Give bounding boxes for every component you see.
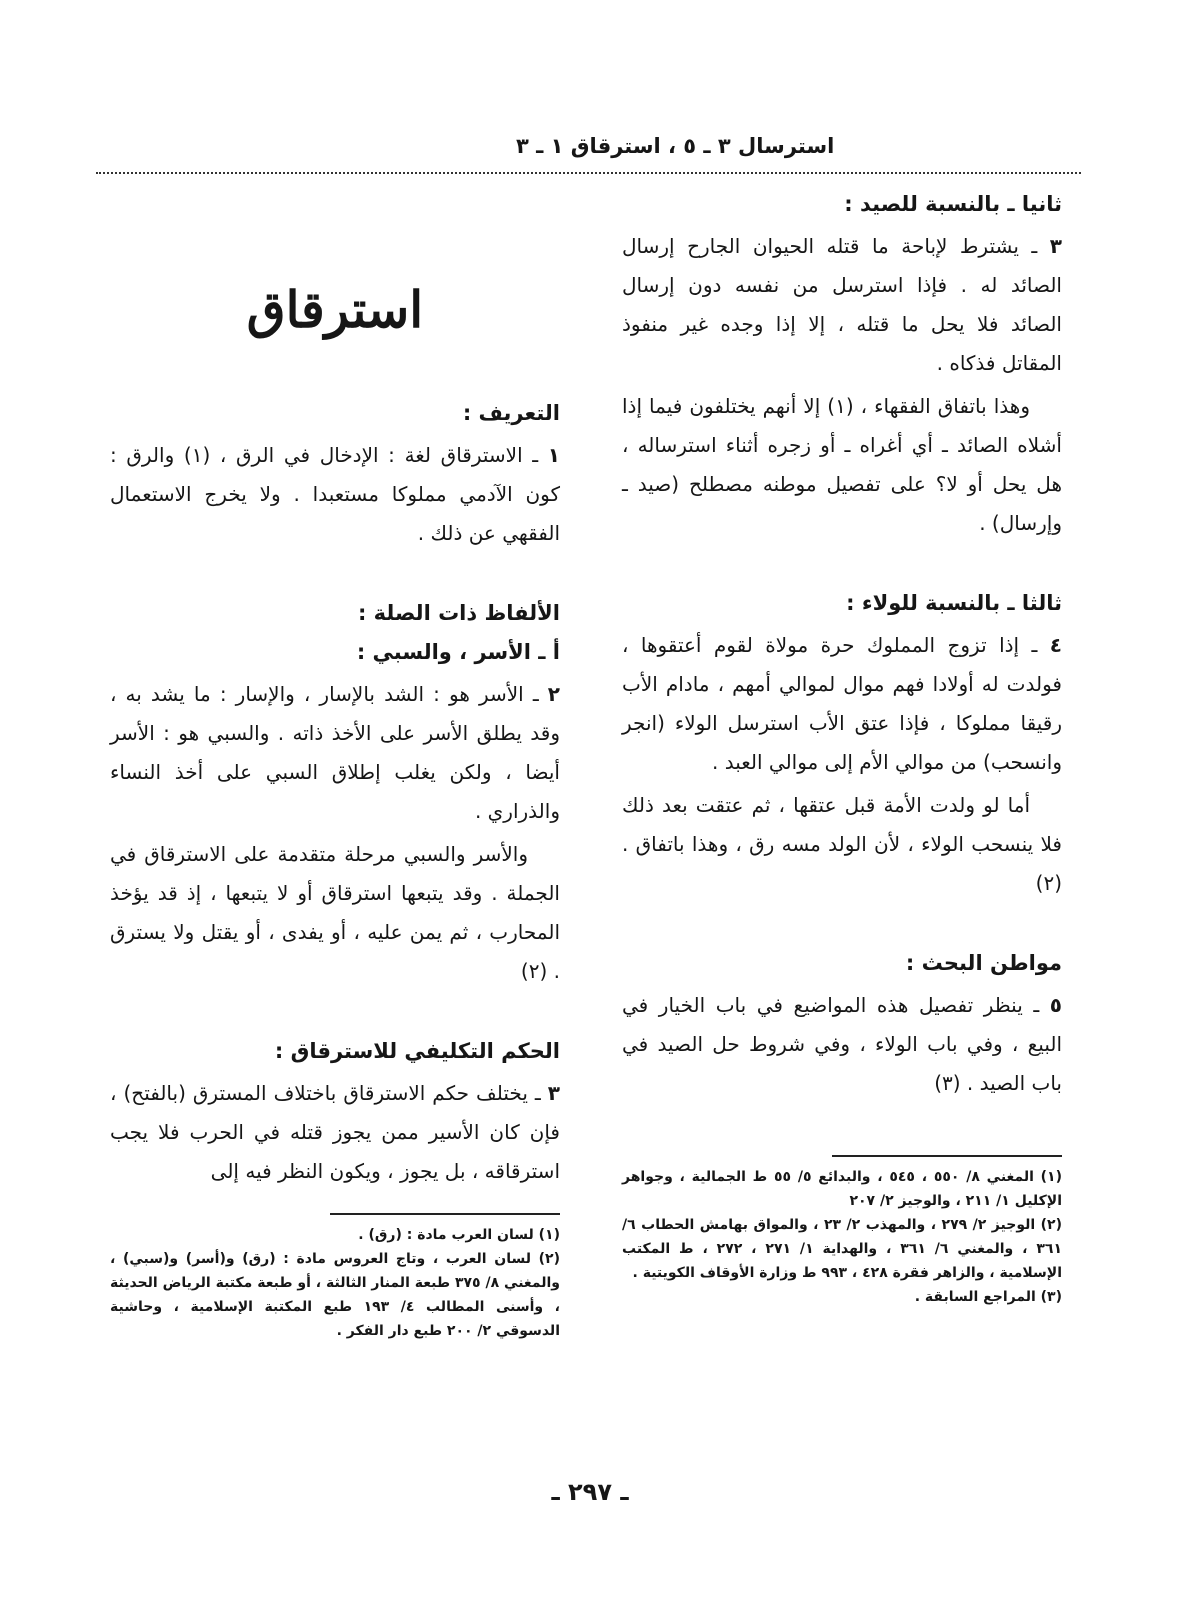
paragraph-text: ـ الأسر هو : الشد بالإسار ، والإسار : ما يشد به ، وقد يطلق الأسر على الأخذ ذاته . والسبي هو : الأسر أيضا ، ولكن يغلب إطلاق السبي على أخذ النساء والذراري . [110,682,560,823]
left-column [110,280,560,1343]
footnote-1: (١) لسان العرب مادة : (رق) . [358,1227,560,1243]
footnote-separator [832,1155,1062,1157]
paragraph-3-hunt [622,227,1062,383]
section-heading-related-terms: الألفاظ ذات الصلة : [357,601,560,625]
footnote-1: (١) المغني ٨/ ٥٥٠ ، ٥٤٥ ، والبدائع ٥/ ٥٥ ط الجمالية ، وجواهر الإكليل ١/ ٢١١ ، والوجيز ٢/ ٢٠٧ [622,1169,1062,1209]
subheading-captivity: أ ـ الأسر ، والسبي : [356,640,560,664]
paragraph-text: ـ إذا تزوج المملوك حرة مولاة لقوم أعتقوها ، فولدت له أولادا فهم موال لموالي أمهم ، مادام الأب رقيقا مملوكا ، فإذا عتق الأب استرسل الولاء (انجر وانسحب) من موالي الأم إلى موالي العبد . [622,633,1062,774]
paragraph-text: ـ ينظر تفصيل هذه المواضيع في باب الخيار في البيع ، وفي باب الولاء ، وفي شروط حل الصيد في باب الصيد . (٣) [622,993,1062,1095]
footnote-separator [330,1213,560,1215]
footnote-2: (٢) لسان العرب ، وتاج العروس مادة : (رق) و(أسر) و(سبي) ، والمغني ٨/ ٣٧٥ طبعة المنار الثالثة ، أو طبعة مكتبة الرياض الحديثة ، وأسنى المطالب ٤/ ١٩٣ طبع المكتبة الإسلامية ، وحاشية الدسوقي ٢/ ٢٠٠ طبع دار الفكر . [110,1251,560,1339]
section-heading-wala: ثالثا ـ بالنسبة للولاء : [846,591,1062,615]
paragraph-5-places [622,986,1062,1103]
paragraph-2-captivity [110,675,560,831]
footnote-2: (٢) الوجيز ٢/ ٢٧٩ ، والمهذب ٢/ ٢٣ ، والمواق بهامش الحطاب ٦/ ٣٦١ ، والمغني ٦/ ٣٦١ ، والهداية ١/ ٢٧١ ، ٢٧٢ ، ط المكتب الإسلامية ، والزاهر فقرة ٤٢٨ ، ٩٩٣ ط وزارة الأوقاف الكويتية . [622,1217,1062,1281]
running-title: استرسال ٣ ـ ٥ ، استرقاق ١ ـ ٣ [516,134,835,158]
page-number: ـ ٢٩٧ ـ [551,1478,629,1506]
paragraph-1-definition [110,436,560,553]
paragraph-text: ـ الاسترقاق لغة : الإدخال في الرق ، (١) والرق : كون الآدمي مملوكا مستعبدا . ولا يخرج الاستعمال الفقهي عن ذلك . [110,443,560,545]
footnote-3: (٣) المراجع السابقة . [914,1289,1062,1305]
paragraph-3-ruling [110,1074,560,1191]
paragraph-text: ـ يختلف حكم الاسترقاق باختلاف المسترق (بالفتح) ، فإن كان الأسير ممن يجوز قتله في الحرب فلا يجب استرقاقه ، بل يجوز ، ويكون النظر فيه إلى [110,1081,560,1183]
paragraph-2b-captivity: والأسر والسبي مرحلة متقدمة على الاسترقاق في الجملة . وقد يتبعها استرقاق أو لا يتبعها ، إذ قد يؤخذ المحارب ، ثم يمن عليه ، أو يفدى ، أو يقتل ولا يسترق . (٢) [110,842,560,983]
section-heading-places: مواطن البحث : [905,951,1062,975]
paragraph-number: ١ [547,443,560,467]
paragraph-number: ٤ [1049,633,1062,657]
paragraph-4b-wala: أما لو ولدت الأمة قبل عتقها ، ثم عتقت بعد ذلك فلا ينسحب الولاء ، لأن الولد مسه رق ، وهذا باتفاق . (٢) [622,793,1062,895]
paragraph-number: ٣ [1049,234,1062,258]
paragraph-text: ـ يشترط لإباحة ما قتله الحيوان الجارح إرسال الصائد له . فإذا استرسل من نفسه دون إرسال الصائد فلا يحل ما قتله ، إلا إذا وجده غير منفوذ المقاتل فذكاه . [622,234,1062,375]
section-heading-ruling: الحكم التكليفي للاسترقاق : [274,1039,560,1063]
article-title: استرقاق [246,280,424,339]
paragraph-number: ٣ [547,1081,561,1105]
paragraph-4-wala [622,626,1062,782]
header-dotted-rule [96,172,1081,174]
section-heading-hunt: ثانيا ـ بالنسبة للصيد : [844,192,1062,216]
section-heading-definition: التعريف : [462,401,560,425]
paragraph-number: ٥ [1049,993,1063,1017]
right-column [622,188,1062,1309]
paragraph-number: ٢ [547,682,560,706]
page-header [96,128,1081,174]
paragraph-3b-hunt: وهذا باتفاق الفقهاء ، (١) إلا أنهم يختلفون فيما إذا أشلاه الصائد ـ أي أغراه ـ أو زجره أثناء استرساله ، هل يحل أو لا؟ على تفصيل موطنه مصطلح (صيد ـ وإرسال) . [622,394,1062,535]
